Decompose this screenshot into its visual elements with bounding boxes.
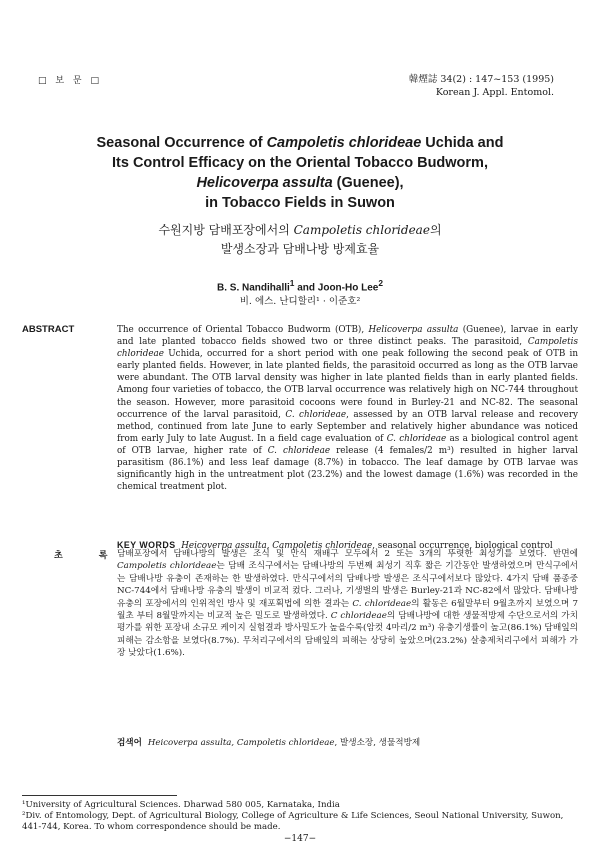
korean-title-species: Campoletis chlorideae xyxy=(293,223,430,237)
page-number: −147− xyxy=(283,834,317,844)
title-text: (Guenee), xyxy=(332,175,404,191)
footnote-1: ¹University of Agricultural Sciences. Dharwad 580 005, Karnataka, India xyxy=(22,800,340,810)
korean-abstract-text: 담배포장에서 담배나방의 발생은 조식 및 만식 재배구 모두에서 2 또는 3개의 뚜렷한 최성기를 보였다. 반면에 Campoletis chlorideae는 담배 조식구에서는 담배나방의 두번째 최성기 직후 짧은 기간동안 발생하였으며 만식구에서는 담배나방 유충이 존재하는 한 발생하였다. 만식구에서의 담배나방 발생은 조식구에서보다 많았다. 4가지 담배 품종중 NC-744에서 담배나방 유충의 발생이 비교적 컸다. 그러나, 기생벌의 발생은 Burley-21과 NC-82에서 많았다. 담배나방 유충의 포장에서의 인위적인 방사 및 재포획법에 의한 결과는 C. chlorideae의 활동은 6월말부터 9월초까지 보였으며 7월초 부터 8월말까지는 비교적 높은 밀도로 발생하였다. C chlorideae의 담배나방에 대한 생물적방제 수단으로서의 가치평가를 위한 포장내 소규모 케이지 실험결과 방사밀도가 높을수록(암컷 4마리/2 m³) 유충기생률이 높고(86.1%) 담배잎의 피해는 감소함을 보였다(8.7%). 무처리구에서의 담배잎의 피해는 상당히 높았으며(23.2%) 살충제처리구에서 피해가 가장 낮았다(1.6%). xyxy=(117,549,579,659)
footnote-divider xyxy=(22,795,177,796)
korean-title-text: 의 xyxy=(429,223,442,237)
korean-title-line: 발생소장과 담배나방 방제효율 xyxy=(220,242,380,256)
article-type-label: □ 보 문 □ xyxy=(38,76,102,86)
korean-title xyxy=(60,221,540,259)
authors xyxy=(60,278,540,293)
keyword: , seasonal occurrence, biological control xyxy=(372,541,553,551)
korean-keywords xyxy=(117,736,578,748)
korean-title-text: 수원지방 담배포장에서의 xyxy=(158,223,294,237)
title-text: Seasonal Occurrence of xyxy=(96,135,267,151)
korean-abstract-label: 초록 xyxy=(54,551,144,561)
journal-citation xyxy=(409,73,554,99)
keywords-label: KEY WORDS xyxy=(117,540,176,550)
author-name: B. S. Nandihalli xyxy=(217,282,290,294)
title-line: in Tobacco Fields in Suwon xyxy=(205,195,395,211)
paper-title xyxy=(60,133,540,213)
keyword: Campoletis chlorideae xyxy=(272,541,373,551)
journal-citation-english: Korean J. Appl. Entomol. xyxy=(435,87,554,98)
title-species: Helicoverpa assulta xyxy=(196,175,333,191)
author-affiliation-mark: 2 xyxy=(378,278,383,288)
abstract-text: The occurrence of Oriental Tobacco Budworm (OTB), Helicoverpa assulta (Guenee), larvae in early and late planted tobacco fields showed two or three distinct peaks. The parasitoid, Campoletis chlorideae Uchida, occurred for a short period with one peak following the second peak of OTB in early planted fields. However, in late planted fields, the parasitoid occurred as long as the OTB larvae were abundant. The OTB larval density was higher in late planted fields than in early planted fields. Among four varieties of tobacco, the OTB larval occurrence was relatively high on NC-744 throughout the season. However, more parasitoid cocoons were found in Burley-21 and NC-82. The seasonal occurrence of the larval parasitoid, C. chlorideae, assessed by an OTB larval release and recovery method, continued from late June to early September and relatively higher abundance was noticed from early July to late August. In a field cage evaluation of C. chlorideae as a biological control agent of OTB larvae, higher rate of C. chlorideae release (4 females/2 m³) resulted in higher larval parasitism (86.1%) and less leaf damage (8.7%) in tobacco. The leaf damage by OTB larvae was significantly high in the untreatment plot (23.2%) and the lowest damage (1.6%) was recorded in the chemical treatment plot. xyxy=(117,325,579,493)
korean-keyword: , 발생소장, 생물적방제 xyxy=(334,738,421,748)
korean-authors: 비. 에스. 난디할리¹ · 이준호² xyxy=(239,296,361,307)
title-line: Its Control Efficacy on the Oriental Tobacco Budworm, xyxy=(112,155,488,171)
keywords: KEY WORDS Heicoverpa assulta, Campoletis chlorideae, seasonal occurrence, biological control xyxy=(117,540,553,551)
author-affiliation-mark: 1 xyxy=(289,278,295,288)
footnote-2: ²Div. of Entomology, Dept. of Agricultural Biology, College of Agriculture & Life Sciences, Seoul National University, Suwon, 441-744, Korea. To whom correspondence should be made. xyxy=(22,811,564,832)
keyword: Heicoverpa assulta xyxy=(181,541,267,551)
title-text: Uchida and xyxy=(421,135,504,151)
korean-keywords-label: 검색어 xyxy=(117,738,142,748)
journal-citation-korean: 韓煙誌 34(2) : 147~153 (1995) xyxy=(408,74,554,85)
korean-keyword: Heicoverpa assulta, Campoletis chlorideae xyxy=(147,738,335,748)
author-name: and Joon-Ho Lee xyxy=(294,282,379,294)
title-species: Campoletis chlorideae xyxy=(266,135,422,151)
abstract-label: ABSTRACT xyxy=(22,324,75,335)
